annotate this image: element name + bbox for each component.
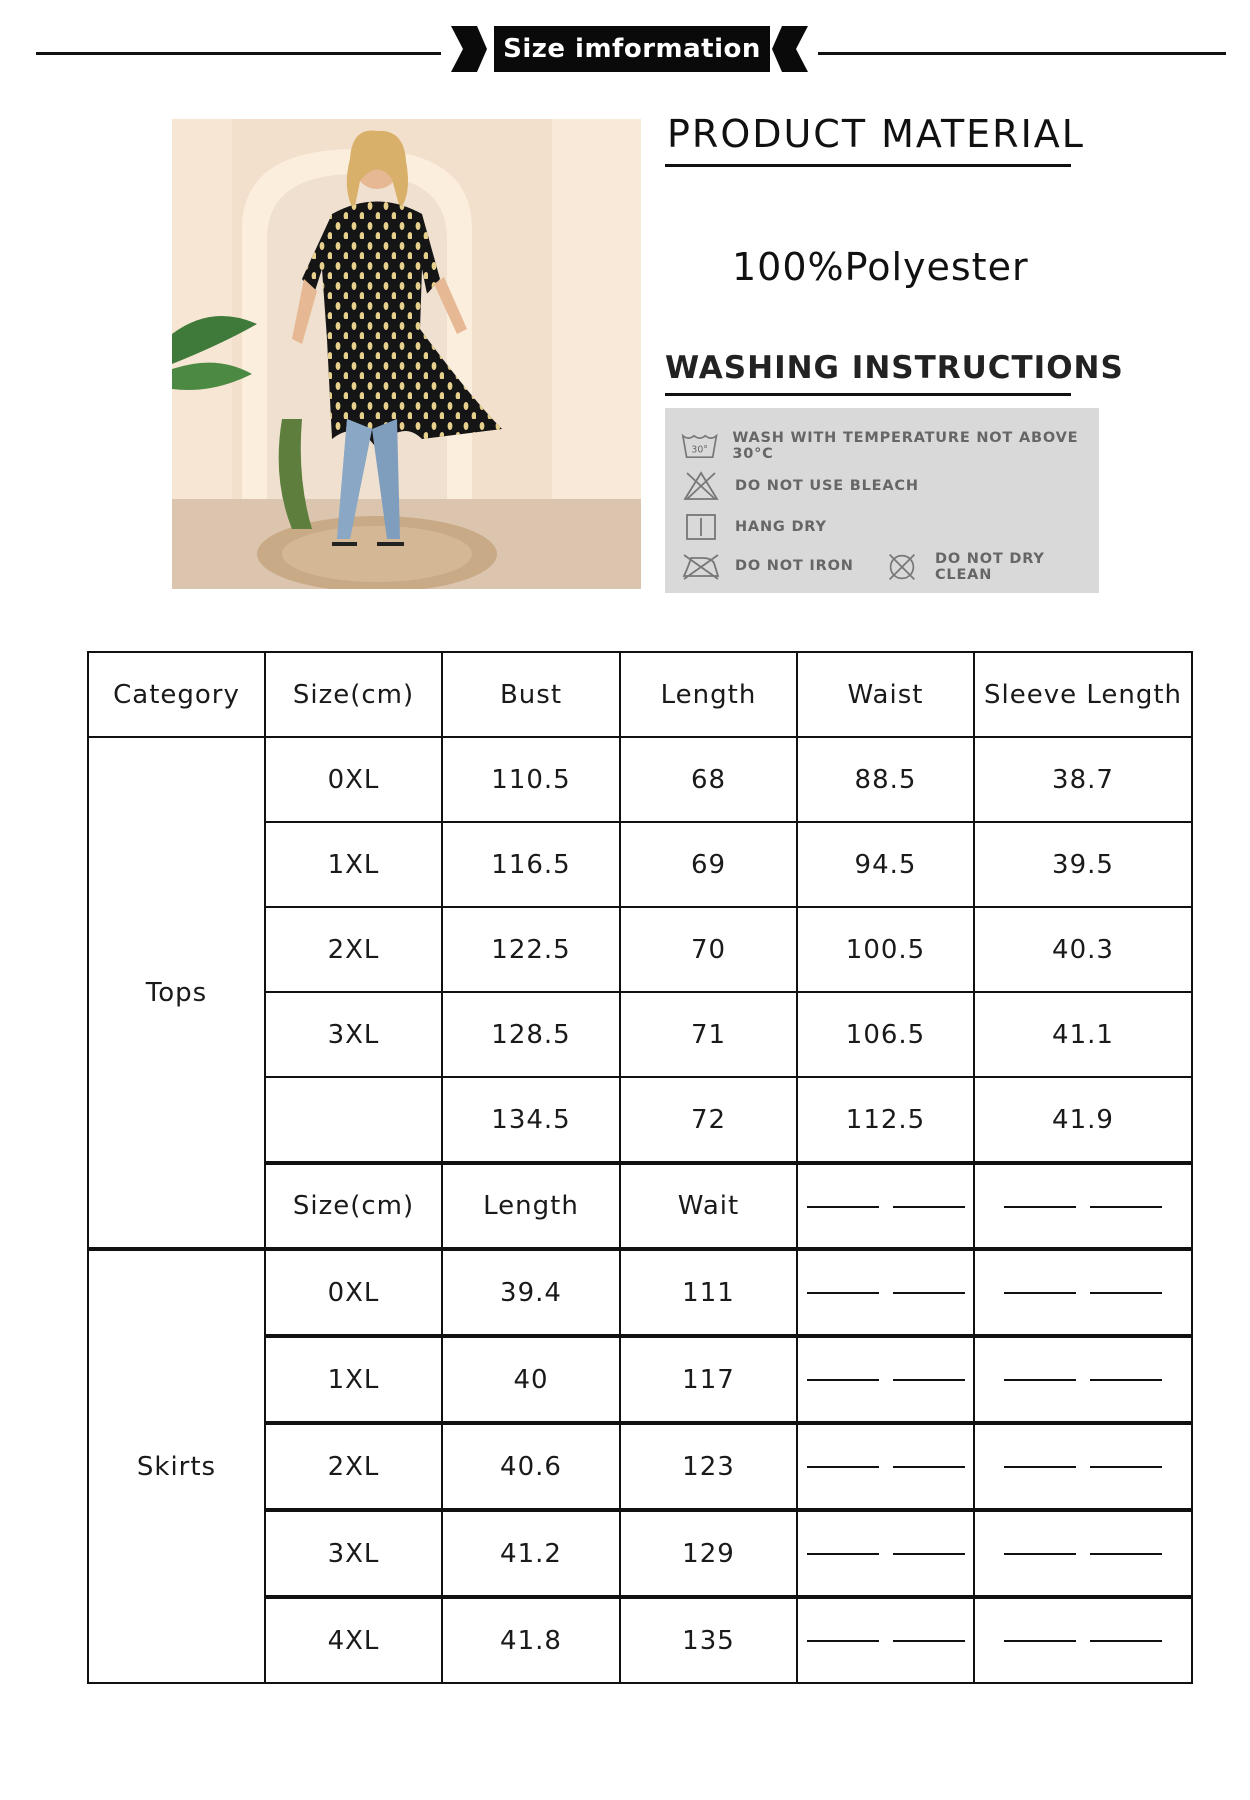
wait-cell: 135 [620,1597,797,1683]
empty-cell [797,1597,974,1683]
wait-cell: 123 [620,1423,797,1510]
wash-item [681,430,1099,462]
table-row [88,737,1192,822]
wash-item-label: HANG DRY [735,519,827,535]
length-cell: 40.6 [442,1423,620,1510]
length-cell: 71 [620,992,797,1077]
waist-cell: 106.5 [797,992,974,1077]
size-cell: 2XL [265,907,442,992]
empty-cell [797,1249,974,1336]
size-cell: 3XL [265,1510,442,1597]
bust-cell: 134.5 [442,1077,620,1163]
svg-text:30°: 30° [691,444,708,456]
bust-cell: 116.5 [442,822,620,907]
length-cell: 41.8 [442,1597,620,1683]
washing-title: WASHING INSTRUCTIONS [665,350,1124,386]
waist-cell: 88.5 [797,737,974,822]
size-cell: 3XL [265,992,442,1077]
material-title-rule [665,164,1071,167]
empty-cell [974,1163,1192,1249]
sleeve-cell: 39.5 [974,822,1192,907]
sleeve-cell: 38.7 [974,737,1192,822]
wash-item [681,471,919,501]
empty-cell [974,1597,1192,1683]
wait-cell: 129 [620,1510,797,1597]
waist-cell: 100.5 [797,907,974,992]
wait-cell: 111 [620,1249,797,1336]
size-cell: 0XL [265,737,442,822]
size-cell: 1XL [265,1336,442,1423]
no-iron-icon [681,551,721,581]
table-header-row [88,652,1192,737]
empty-cell [974,1336,1192,1423]
table-row [88,1249,1192,1336]
chevron-left-icon [772,26,808,72]
size-cell: 0XL [265,1249,442,1336]
bust-cell: 110.5 [442,737,620,822]
column-header: Category [88,652,265,737]
wash-item [681,551,854,581]
sleeve-cell: 40.3 [974,907,1192,992]
washing-instructions-panel [665,408,1099,593]
wash-item [883,551,1099,583]
column-header: Waist [797,652,974,737]
column-header: Size(cm) [265,1163,442,1249]
waist-cell: 112.5 [797,1077,974,1163]
size-cell: 2XL [265,1423,442,1510]
header-rule-left [36,52,441,55]
empty-cell [974,1423,1192,1510]
empty-cell [974,1510,1192,1597]
category-skirts: Skirts [88,1249,265,1683]
wait-cell: 117 [620,1336,797,1423]
wash-item-label: DO NOT USE BLEACH [735,478,919,494]
column-header: Bust [442,652,620,737]
length-cell: 41.2 [442,1510,620,1597]
header-rule-right [818,52,1226,55]
washing-title-rule [665,393,1071,396]
length-cell: 40 [442,1336,620,1423]
wash-item-label: WASH WITH TEMPERATURE NOT ABOVE 30°C [732,430,1079,462]
no-dry-clean-icon [883,552,921,582]
sleeve-cell: 41.1 [974,992,1192,1077]
chevron-right-icon [451,26,487,72]
column-header: Size(cm) [265,652,442,737]
column-header: Sleeve Length [974,652,1192,737]
size-cell: 4XL [265,1597,442,1683]
column-header: Wait [620,1163,797,1249]
product-photo [172,119,641,589]
material-value: 100%Polyester [732,245,1029,289]
bust-cell: 122.5 [442,907,620,992]
no-bleach-icon [681,471,721,501]
length-cell: 39.4 [442,1249,620,1336]
length-cell: 68 [620,737,797,822]
column-header: Length [442,1163,620,1249]
category-tops: Tops [88,737,265,1249]
size-table [87,651,1193,1684]
length-cell: 69 [620,822,797,907]
material-title: PRODUCT MATERIAL [667,112,1085,156]
wash-30-icon [681,431,718,461]
wash-item-label: DO NOT DRY CLEAN [934,551,1045,583]
hang-dry-icon [681,512,721,542]
column-header: Length [620,652,797,737]
wash-item-label: DO NOT IRON [735,558,854,574]
empty-cell [797,1336,974,1423]
empty-cell [797,1423,974,1510]
size-cell: 1XL [265,822,442,907]
section-title: Size imformation [494,26,770,72]
empty-cell [797,1510,974,1597]
waist-cell: 94.5 [797,822,974,907]
empty-cell [797,1163,974,1249]
size-cell [265,1077,442,1163]
empty-cell [974,1249,1192,1336]
length-cell: 70 [620,907,797,992]
sleeve-cell: 41.9 [974,1077,1192,1163]
length-cell: 72 [620,1077,797,1163]
wash-item [681,512,827,542]
bust-cell: 128.5 [442,992,620,1077]
